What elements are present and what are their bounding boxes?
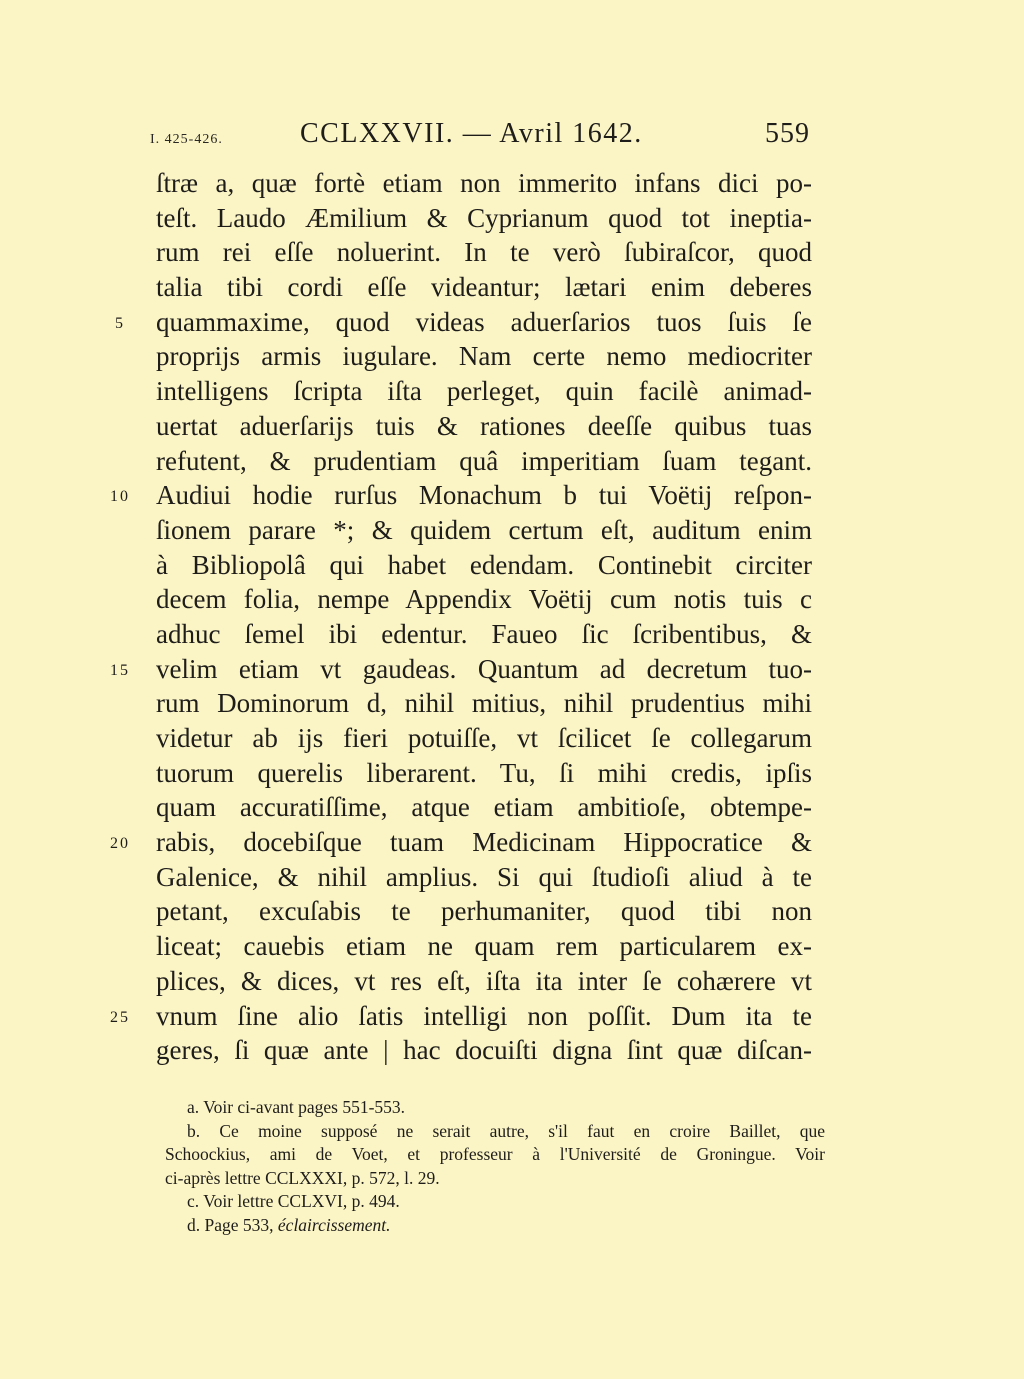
text-line — [0, 617, 1024, 652]
line-text: refutent, & prudentiam quâ imperitiam ſuam tegant. — [156, 445, 812, 476]
footnote-main: c. Voir lettre CCLXVI, p. 494. — [187, 1191, 400, 1211]
footnote-main: a. Voir ci-avant pages 551-553. — [187, 1097, 406, 1117]
footnote-line — [0, 1214, 1024, 1238]
footnote-text — [187, 1214, 825, 1238]
line-text: tuorum querelis liberarent. Tu, ſi mihi credis, ipſis — [156, 757, 812, 788]
footnotes — [0, 1096, 1024, 1237]
footnote-text — [187, 1120, 825, 1144]
text-line — [0, 825, 1024, 860]
text-line — [0, 305, 1024, 340]
line-text: rum rei eſſe noluerint. In te verò ſubiraſcor, quod — [156, 237, 812, 268]
line-text: geres, ſi quæ ante | hac docuiſti digna ſint quæ diſcan- — [156, 1035, 812, 1066]
text-line — [0, 409, 1024, 444]
text-line — [0, 478, 1024, 513]
footnote-line — [0, 1143, 1024, 1167]
text-line — [0, 790, 1024, 825]
text-line — [0, 166, 1024, 201]
text-line — [0, 929, 1024, 964]
line-text: proprijs armis iugulare. Nam certe nemo mediocriter — [156, 341, 812, 372]
text-line — [0, 964, 1024, 999]
footnote-main: b. Ce moine supposé ne serait autre, s'il faut en croire Baillet, que — [187, 1120, 825, 1141]
text-line — [0, 270, 1024, 305]
volume-reference: I. 425-426. — [150, 132, 223, 147]
text-line — [0, 686, 1024, 721]
line-text: adhuc ſemel ibi edentur. Faueo ſic ſcribentibus, & — [156, 618, 812, 649]
line-text: quammaxime, quod videas aduerſarios tuos ſuis ſe — [156, 306, 812, 337]
footnote-text — [165, 1167, 825, 1191]
footnote-line — [0, 1120, 1024, 1144]
line-text: decem folia, nempe Appendix Voëtij cum notis tuis c — [156, 584, 812, 615]
text-line — [0, 513, 1024, 548]
footnote-main: Schoockius, ami de Voet, et professeur à l'Université de Groningue. Voir — [165, 1144, 825, 1164]
line-text: talia tibi cordi eſſe videantur; lætari enim deberes — [156, 272, 812, 303]
line-text: uertat aduerſarijs tuis & rationes deeſſe quibus tuas — [156, 410, 812, 441]
line-text: petant, excuſabis te perhumaniter, quod tibi non — [156, 896, 812, 927]
line-number: 20 — [110, 835, 130, 853]
footnote-line — [0, 1167, 1024, 1191]
text-line — [0, 582, 1024, 617]
text-line — [0, 444, 1024, 479]
footnote-main: ci-après lettre CCLXXXI, p. 572, l. 29. — [165, 1167, 440, 1188]
line-text: intelligens ſcripta iſta perleget, quin facilè animad- — [156, 376, 812, 407]
line-text: plices, & dices, vt res eſt, iſta ita inter ſe cohærere vt — [156, 965, 812, 996]
line-number: 10 — [110, 488, 130, 506]
line-number: 15 — [110, 661, 130, 679]
running-header — [150, 118, 818, 154]
footnote-text — [165, 1143, 825, 1167]
page-number: 559 — [765, 118, 810, 149]
text-line — [0, 374, 1024, 409]
text-line — [0, 652, 1024, 687]
footnote-line — [0, 1096, 1024, 1120]
line-text: quam accuratiſſime, atque etiam ambitioſe, obtempe- — [156, 792, 812, 823]
text-line — [0, 339, 1024, 374]
footnote-italic: éclaircissement. — [277, 1214, 391, 1235]
line-number: 5 — [115, 314, 125, 332]
text-line — [0, 860, 1024, 895]
text-line — [0, 235, 1024, 270]
text-line — [0, 548, 1024, 583]
text-line — [0, 201, 1024, 236]
text-line — [0, 999, 1024, 1034]
line-text: ſtræ a, quæ fortè etiam non immerito infans dici po- — [156, 168, 812, 198]
footnote-text — [187, 1096, 825, 1120]
text-line — [0, 756, 1024, 791]
line-text: à Bibliopolâ qui habet edendam. Continebit circiter — [156, 549, 812, 580]
footnote-line — [0, 1190, 1024, 1214]
text-line — [0, 721, 1024, 756]
line-text: rum Dominorum d, nihil mitius, nihil prudentius mihi — [156, 688, 812, 719]
line-text: Galenice, & nihil amplius. Si qui ſtudioſi aliud à te — [156, 861, 812, 892]
footnote-main: d. Page 533, — [187, 1214, 278, 1235]
line-text: rabis, docebiſque tuam Medicinam Hippocratice & — [156, 827, 812, 858]
text-line — [0, 894, 1024, 929]
letter-title: CCLXXVII. — Avril 1642. — [300, 118, 643, 149]
line-text: teſt. Laudo Æmilium & Cyprianum quod tot ineptia- — [156, 202, 812, 233]
line-text: ſionem parare *; & quidem certum eſt, auditum enim — [156, 514, 812, 545]
line-text: vnum ſine alio ſatis intelligi non poſſit. Dum ita te — [156, 1000, 812, 1031]
line-number: 25 — [110, 1008, 130, 1026]
letter-body — [0, 166, 1024, 1068]
line-text: velim etiam vt gaudeas. Quantum ad decretum tuo- — [156, 653, 812, 684]
line-text: Audiui hodie rurſus Monachum b tui Voëtij reſpon- — [156, 480, 812, 511]
line-text: videtur ab ijs fieri potuiſſe, vt ſcilicet ſe collegarum — [156, 723, 812, 753]
text-line — [0, 1033, 1024, 1068]
line-text: liceat; cauebis etiam ne quam rem particularem ex- — [156, 931, 812, 962]
footnote-text — [187, 1190, 825, 1214]
